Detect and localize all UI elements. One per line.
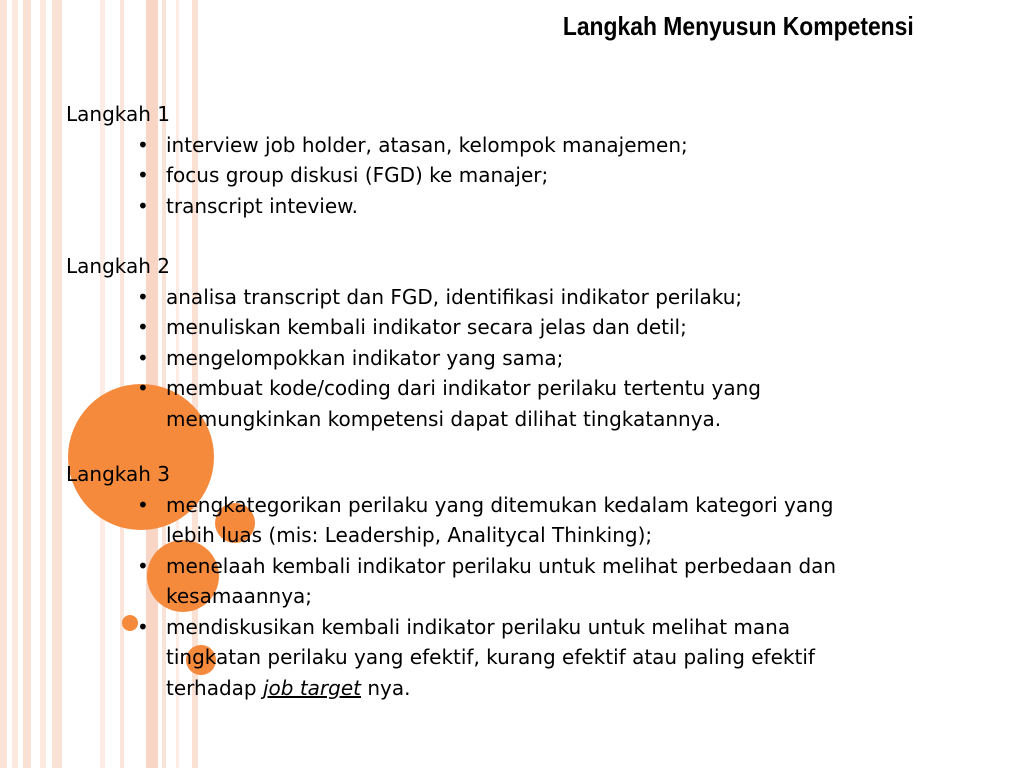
list-item-continued: terhadap job target nya. (166, 675, 411, 700)
list-item-continued: lebih luas (mis: Leadership, Analitycal Thinking); (166, 523, 653, 547)
list-item-continued: tingkatan perilaku yang efektif, kurang efektif atau paling efektif (166, 645, 815, 669)
slide-title: Langkah Menyusun Kompetensi (563, 11, 914, 41)
bullet-icon: • (137, 553, 149, 578)
bullet-icon: • (137, 345, 149, 370)
bullet-icon: • (137, 193, 149, 218)
bullet-icon: • (137, 614, 149, 639)
list-item: • mendiskusikan kembali indikator perilaku untuk melihat mana (66, 612, 966, 643)
job-target-emphasis: job target (262, 675, 361, 700)
slide-content (66, 99, 966, 703)
list-item: • mengkategorikan perilaku yang ditemukan kedalam kategori yang (66, 490, 966, 521)
step-1-label: Langkah 1 (66, 102, 171, 126)
list-item-continued: memungkinkan kompetensi dapat dilihat tingkatannya. (166, 406, 722, 431)
step-3-label: Langkah 3 (66, 462, 171, 486)
bullet-icon: • (137, 492, 149, 517)
list-item: • focus group diskusi (FGD) ke manajer; (66, 160, 966, 191)
list-item: • mengelompokkan indikator yang sama; (66, 343, 966, 374)
step-3-list (66, 490, 966, 704)
bullet-icon: • (137, 284, 149, 309)
bullet-icon: • (137, 163, 149, 187)
bullet-icon: • (137, 315, 149, 339)
list-item: • analisa transcript dan FGD, identifikasi indikator perilaku; (66, 282, 966, 313)
list-item: • menelaah kembali indikator perilaku untuk melihat perbedaan dan (66, 551, 966, 582)
list-item: • transcript inteview. (66, 191, 966, 222)
bullet-icon: • (137, 132, 149, 157)
step-2-label: Langkah 2 (66, 254, 171, 278)
list-item: • interview job holder, atasan, kelompok manajemen; (66, 130, 966, 161)
list-item: • menuliskan kembali indikator secara jelas dan detil; (66, 312, 966, 343)
list-item-continued: kesamaannya; (166, 584, 313, 608)
bullet-icon: • (137, 376, 149, 400)
step-2-list (66, 282, 966, 435)
list-item: • membuat kode/coding dari indikator perilaku tertentu yang (66, 373, 966, 404)
step-1-list (66, 130, 966, 222)
